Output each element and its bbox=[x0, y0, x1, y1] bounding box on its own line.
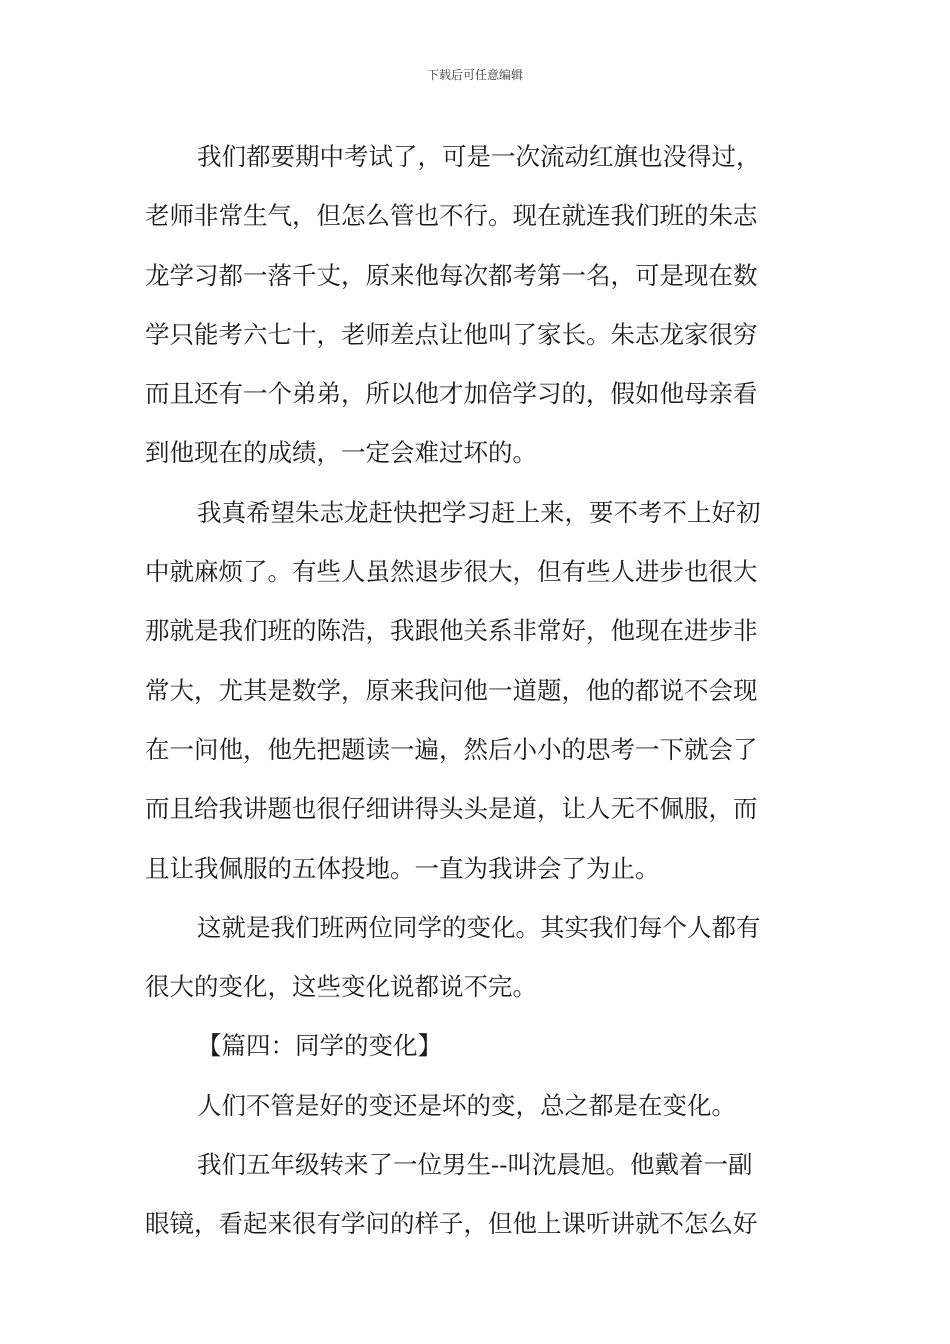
text-line: 老师非常生气，但怎么管也不行。现在就连我们班的朱志 bbox=[145, 201, 758, 231]
text-line: 我们五年级转来了一位男生--叫沈晨旭。他戴着一副 bbox=[197, 1150, 753, 1180]
text-line: 我们都要期中考试了，可是一次流动红旗也没得过， bbox=[197, 142, 761, 171]
text-line: 很大的变化，这些变化说都说不完。 bbox=[145, 972, 537, 1002]
text-line: 我真希望朱志龙赶快把学习赶上来，要不考不上好初 bbox=[197, 497, 761, 527]
body-text bbox=[145, 127, 807, 1254]
text-line: 且让我佩服的五体投地。一直为我讲会了为止。 bbox=[145, 853, 660, 883]
text-line: 常大，尤其是数学，原来我问他一道题，他的都说不会现 bbox=[145, 675, 758, 705]
text-line: 眼镜，看起来很有学问的样子，但他上课听讲就不怎么好 bbox=[145, 1209, 758, 1239]
section-heading: 【篇四：同学的变化】 bbox=[197, 1031, 442, 1061]
text-line: 而且还有一个弟弟，所以他才加倍学习的，假如他母亲看 bbox=[145, 379, 758, 409]
header-note: 下载后可任意编辑 bbox=[426, 68, 523, 82]
text-line: 人们不管是好的变还是坏的变，总之都是在变化。 bbox=[197, 1090, 736, 1120]
text-line: 而且给我讲题也很仔细讲得头头是道，让人无不佩服，而 bbox=[145, 794, 758, 824]
text-line: 那就是我们班的陈浩，我跟他关系非常好，他现在进步非 bbox=[145, 616, 758, 646]
text-line: 这就是我们班两位同学的变化。其实我们每个人都有 bbox=[197, 912, 761, 942]
text-line: 在一问他，他先把题读一遍，然后小小的思考一下就会了 bbox=[145, 734, 758, 764]
text-line: 中就麻烦了。有些人虽然退步很大，但有些人进步也很大 bbox=[145, 557, 758, 587]
text-line: 学只能考六七十，老师差点让他叫了家长。朱志龙家很穷 bbox=[145, 319, 758, 349]
text-line: 到他现在的成绩，一定会难过坏的。 bbox=[145, 438, 537, 468]
text-line: 龙学习都一落千丈，原来他每次都考第一名，可是现在数 bbox=[145, 260, 758, 290]
